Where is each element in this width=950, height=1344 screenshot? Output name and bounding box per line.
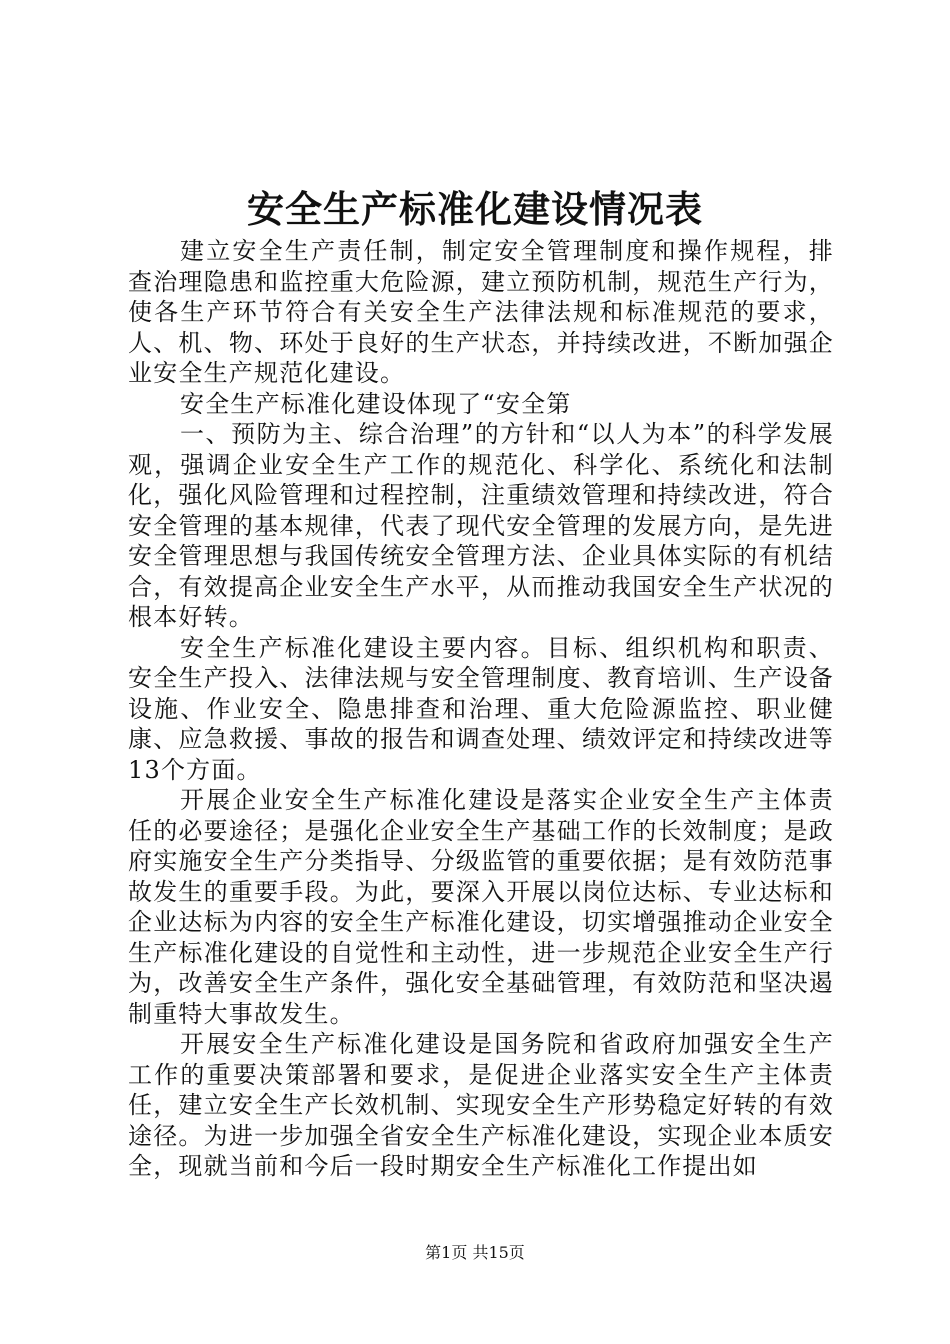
paragraph-1: 建立安全生产责任制，制定安全管理制度和操作规程，排查治理隐患和监控重大危险源，建立预防机制，规范生产行为，使各生产环节符合有关安全生产法律法规和标准规范的要求，人、机、物、环处于良好的生产状态，并持续改进，不断加强企业安全生产规范化建设。 xyxy=(128,237,834,387)
paragraph-4: 安全生产标准化建设主要内容。目标、组织机构和职责、安全生产投入、法律法规与安全管理制度、教育培训、生产设备设施、作业安全、隐患排查和治理、重大危险源监控、职业健康、应急救援、事故的报告和调查处理、绩效评定和持续改进等13个方面。 xyxy=(128,633,834,784)
page-number-footer: 第1页 共15页 xyxy=(425,1243,525,1262)
page-title: 安全生产标准化建设情况表 xyxy=(247,187,703,231)
paragraph-2: 安全生产标准化建设体现了“安全第 xyxy=(180,389,572,418)
paragraph-6: 开展安全生产标准化建设是国务院和省政府加强安全生产工作的重要决策部署和要求，是促进企业落实安全生产主体责任，建立安全生产长效机制、实现安全生产形势稳定好转的有效途径。为进一步加强全省安全生产标准化建设，实现企业本质安全，现就当前和今后一段时期安全生产标准化工作提出如 xyxy=(128,1030,834,1180)
paragraph-3: 一、预防为主、综合治理”的方针和“以人为本”的科学发展观，强调企业安全生产工作的规范化、科学化、系统化和法制化，强化风险管理和过程控制，注重绩效管理和持续改进，符合安全管理的基本规律，代表了现代安全管理的发展方向，是先进安全管理思想与我国传统安全管理方法、企业具体实际的有机结合，有效提高企业安全生产水平，从而推动我国安全生产状况的根本好转。 xyxy=(128,420,834,631)
paragraph-5: 开展企业安全生产标准化建设是落实企业安全生产主体责任的必要途径；是强化企业安全生产基础工作的长效制度；是政府实施安全生产分类指导、分级监管的重要依据；是有效防范事故发生的重要手段。为此，要深入开展以岗位达标、专业达标和企业达标为内容的安全生产标准化建设，切实增强推动企业安全生产标准化建设的自觉性和主动性，进一步规范企业安全生产行为，改善安全生产条件，强化安全基础管理，有效防范和坚决遏制重特大事故发生。 xyxy=(128,786,834,1028)
document-body xyxy=(128,236,834,1182)
